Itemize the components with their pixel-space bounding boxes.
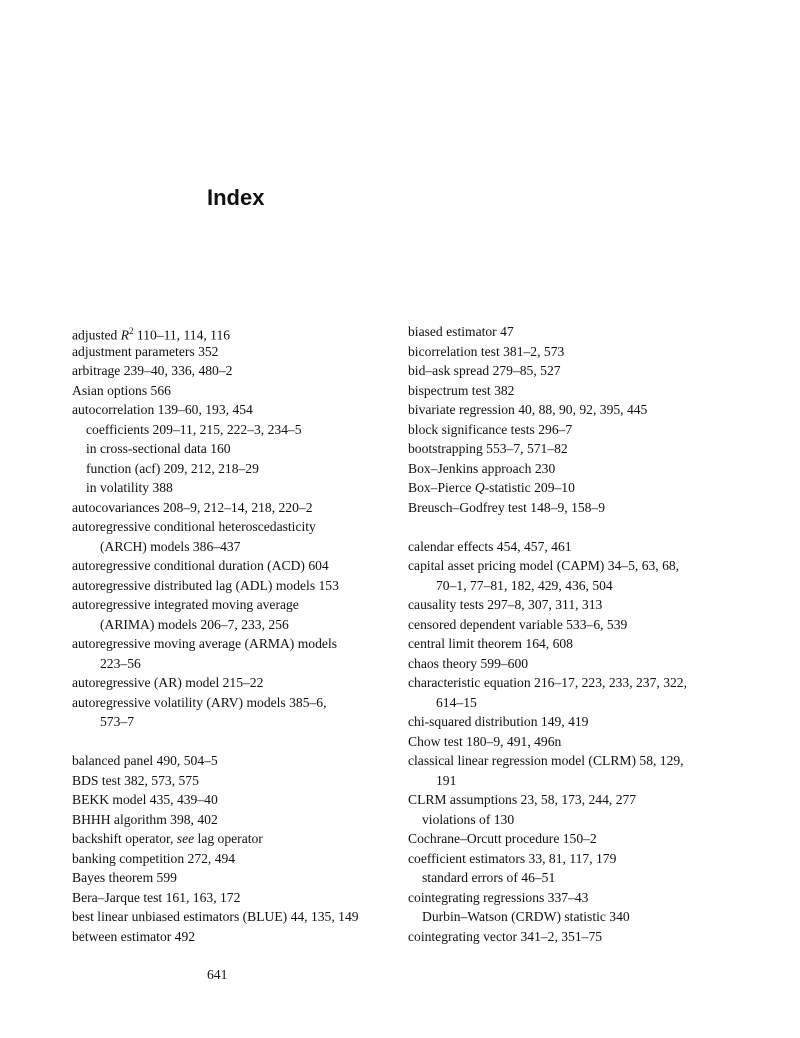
entry-text: autoregressive moving average (ARMA) models [72,636,338,651]
entry-text: 191 [436,772,457,788]
index-subentry [408,771,728,791]
entry-text: autoregressive conditional heteroscedasticity [72,519,316,534]
entry-text: Chow test 180–9, 491, 496n [408,733,562,749]
entry-text: autoregressive distributed lag (ADL) models 153 [72,577,339,593]
entry-text: in cross-sectional data 160 [86,441,231,456]
index-entry [408,439,728,459]
index-subentry [72,615,400,635]
index-entry [72,595,400,615]
entry-text: (ARIMA) models 206–7, 233, 256 [100,616,289,632]
entry-text: (ARCH) models 386–437 [100,538,241,554]
entry-text: adjusted [72,327,121,343]
entry-text: standard errors of 46–51 [422,870,556,885]
index-subentry [72,712,400,732]
index-subentry [72,654,400,674]
index-entry [72,693,400,713]
index-entry [408,595,728,615]
entry-text: chi-squared distribution 149, 419 [408,714,589,729]
entry-text: autoregressive integrated moving average [72,597,299,612]
entry-text: BHHH algorithm 398, 402 [72,811,218,827]
entry-text: BEKK model 435, 439–40 [72,792,218,807]
entry-text: Bayes theorem 599 [72,870,177,885]
entry-text: in volatility 388 [86,480,173,495]
index-entry [72,751,400,771]
entry-text: bid–ask spread 279–85, 527 [408,363,561,378]
entry-text: autoregressive (AR) model 215–22 [72,675,264,690]
index-entry [72,810,400,830]
entry-text: adjustment parameters 352 [72,343,219,359]
index-column-left [72,322,400,946]
index-subentry [408,576,728,596]
entry-text: Bera–Jarque test 161, 163, 172 [72,889,241,905]
index-entry [408,654,728,674]
index-entry [72,634,400,654]
entry-text: autoregressive conditional duration (ACD) 604 [72,558,329,573]
entry-text: calendar effects 454, 457, 461 [408,538,572,554]
index-entry [408,927,728,947]
entry-italic: Q [474,480,485,495]
entry-text: banking competition 272, 494 [72,850,236,866]
entry-text: 70–1, 77–81, 182, 429, 436, 504 [436,577,613,593]
entry-text: Durbin–Watson (CRDW) statistic 340 [422,909,630,924]
entry-text: capital asset pricing model (CAPM) 34–5, 63, 68, [408,558,680,573]
index-subentry [72,420,400,440]
index-entry [72,927,400,947]
index-entry [72,400,400,420]
entry-text: autocorrelation 139–60, 193, 454 [72,402,253,417]
index-entry [408,790,728,810]
index-entry [72,888,400,908]
entry-text: block significance tests 296–7 [408,421,573,437]
index-entry [72,322,400,342]
entry-text: arbitrage 239–40, 336, 480–2 [72,363,233,378]
index-subentry [72,439,400,459]
entry-text: balanced panel 490, 504–5 [72,753,218,768]
index-entry [408,732,728,752]
entry-text: 614–15 [436,694,477,710]
index-entry [72,342,400,362]
entry-text: bispectrum test 382 [408,382,515,398]
entry-text: causality tests 297–8, 307, 311, 313 [408,597,603,612]
entry-text: bicorrelation test 381–2, 573 [408,343,565,359]
entry-text: function (acf) 209, 212, 218–29 [86,460,259,476]
index-entry [408,381,728,401]
entry-text-after: lag operator [194,831,263,846]
entry-text: Box–Pierce [408,480,475,495]
index-subentry [408,810,728,830]
entry-superscript: 2 [129,326,134,336]
entry-text: cointegrating regressions 337–43 [408,889,589,905]
index-gap [72,732,400,752]
entry-text: 223–56 [100,655,141,671]
entry-text: bivariate regression 40, 88, 90, 92, 395, 445 [408,402,648,417]
entry-text: CLRM assumptions 23, 58, 173, 244, 277 [408,792,637,807]
index-entry [408,322,728,342]
index-subentry [72,459,400,479]
entry-italic: see [176,831,195,846]
index-subentry [72,537,400,557]
page-title: Index [207,185,265,210]
index-entry [408,751,728,771]
index-subentry [408,907,728,927]
entry-text: Box–Jenkins approach 230 [408,460,556,476]
entry-text: biased estimator 47 [408,324,514,339]
index-entry [408,888,728,908]
entry-text: backshift operator, [72,831,177,846]
index-entry [408,361,728,381]
entry-text: violations of 130 [422,811,515,827]
index-entry [72,868,400,888]
entry-text: classical linear regression model (CLRM) 58, 129, [408,753,684,768]
index-subentry [72,478,400,498]
entry-text: Breusch–Godfrey test 148–9, 158–9 [408,499,606,515]
entry-text-after: -statistic 209–10 [484,480,575,495]
entry-text: bootstrapping 553–7, 571–82 [408,441,568,456]
index-entry [408,478,728,498]
index-entry [72,556,400,576]
page-number: 641 [207,967,228,982]
index-entry [408,849,728,869]
index-entry [72,381,400,401]
index-entry [72,771,400,791]
index-entry [408,498,728,518]
index-entry [72,849,400,869]
index-entry [408,634,728,654]
index-gap [408,517,728,537]
entry-text: coefficients 209–11, 215, 222–3, 234–5 [86,421,302,437]
entry-text: chaos theory 599–600 [408,655,529,671]
entry-text: Asian options 566 [72,382,171,398]
index-entry [408,615,728,635]
index-entry [408,342,728,362]
index-entry [72,907,400,927]
index-entry [72,517,400,537]
index-entry [72,576,400,596]
entry-italic: R [120,327,130,343]
index-entry [408,537,728,557]
entry-text: autoregressive volatility (ARV) models 385–6, [72,694,327,710]
index-entry [408,829,728,849]
entry-text: characteristic equation 216–17, 223, 233, 237, 322, [408,675,687,690]
entry-text: between estimator 492 [72,928,196,944]
index-entry [408,420,728,440]
entry-text: central limit theorem 164, 608 [408,636,573,651]
index-entry [72,790,400,810]
entry-text: coefficient estimators 33, 81, 117, 179 [408,850,617,866]
entry-text: cointegrating vector 341–2, 351–75 [408,928,603,944]
entry-text: 573–7 [100,714,134,729]
entry-text-after: 110–11, 114, 116 [133,327,231,343]
index-entry [408,556,728,576]
index-entry [408,673,728,693]
entry-text: censored dependent variable 533–6, 539 [408,616,628,632]
entry-text: autocovariances 208–9, 212–14, 218, 220–2 [72,499,313,515]
index-entry [72,361,400,381]
index-column-right [408,322,728,946]
entry-text: best linear unbiased estimators (BLUE) 44, 135, 149 [72,909,359,924]
index-entry [72,673,400,693]
index-entry [72,829,400,849]
index-subentry [408,693,728,713]
index-entry [408,459,728,479]
entry-text: Cochrane–Orcutt procedure 150–2 [408,831,597,846]
index-entry [408,400,728,420]
entry-text: BDS test 382, 573, 575 [72,772,199,788]
index-entry [408,712,728,732]
index-subentry [408,868,728,888]
index-entry [72,498,400,518]
